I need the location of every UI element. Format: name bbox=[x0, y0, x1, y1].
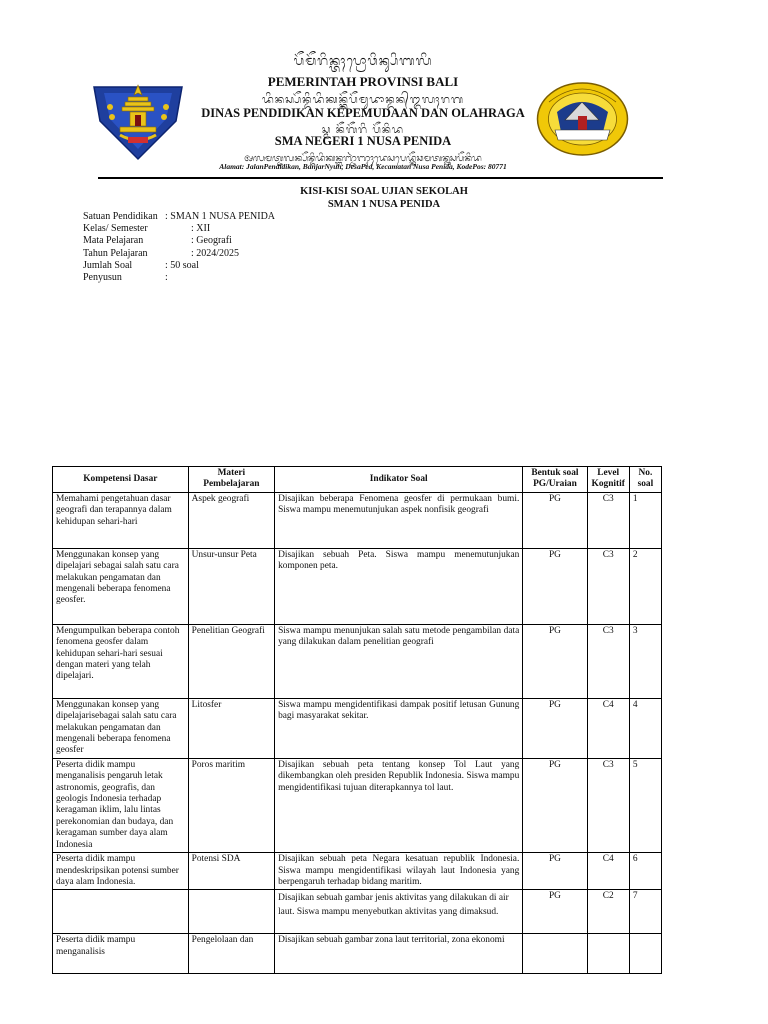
balinese-dinas: ᬤᬶᬦᬲ᭄ᬧᭂᬦ᭄ᬤᬶᬤᬶᬓᬦ᭄ᬓᭂᬧᭂᬫᬸᬤᬵᬦ᭄ᬤᬦ᭄ᬑᬮᬄᬭᬕ bbox=[262, 93, 464, 106]
letterhead bbox=[0, 0, 768, 185]
table-row: Disajikan sebuah gambar jenis aktivitas yang dilakukan di air laut. Siswa mampu menyebutkan aktivitas yang dimaksud. PG C2 7 bbox=[53, 890, 662, 934]
col-header-no: No. soal bbox=[629, 467, 661, 493]
table-row: Peserta didik mampu menganalisis pengaruh letak astronomis, geografis, dan geologis Indonesia terhadap keragaman iklim, lalu lintas perekonomian dan budaya, dan keragaman sumber daya alam Indonesia Poros maritim Disajikan sebuah peta tentang konsep Tol Laut yang dikembangkan oleh presiden Republik Indonesia. Siswa mampu mengidentifikasi tujuan diterapkannya tol laut. PG C3 5 bbox=[53, 758, 662, 852]
school-name: SMA NEGERI 1 NUSA PENIDA bbox=[274, 134, 452, 148]
kisi-kisi-table bbox=[52, 466, 662, 974]
col-header-kd: Kompetensi Dasar bbox=[53, 467, 189, 493]
dinas-name: DINAS PENDIDIKAN KEPEMUDAAN DAN OLAHRAGA bbox=[201, 106, 525, 120]
table-row: Menggunakan konsep yang dipelajarisebagai salah satu cara melakukan pengamatan dan mengenali beberapa fenomena geosfer Litosfer Siswa mampu mengidentifikasi dampak positif letusan Gunung bagi masyarakat sekitar. PG C4 4 bbox=[53, 698, 662, 758]
school-logo bbox=[535, 80, 630, 158]
table-row: Peserta didik mampu mendeskripsikan potensi sumber daya alam Indonesia. Potensi SDA Disajikan sebuah peta Negara kesatuan republik Indonesia. Siswa mampu mengidentifikasi wilayah laut Indonesia yang berpengaruh terhadap bidang maritim. PG C4 6 bbox=[53, 853, 662, 890]
balinese-school: ᬲ᭄ᬫ ᬦᭂᬕᭂᬭᬶ ᬧᭂᬦᬶᬤ bbox=[321, 124, 405, 136]
province-name: PEMERINTAH PROVINSI BALI bbox=[267, 74, 459, 89]
document-title: KISI-KISI SOAL UJIAN SEKOLAH bbox=[300, 186, 468, 197]
document-subtitle: SMAN 1 NUSA PENIDA bbox=[327, 199, 441, 210]
table-row: Memahami pengetahuan dasar geografi dan terapannya dalam kehidupan sehari-hari Aspek geografi Disajikan beberapa Fenomena geosfer di permukaan bumi. Siswa mampu menemutunjukan aspek nonfisik geografi PG C3 1 bbox=[53, 492, 662, 548]
table-row: Mengumpulkan beberapa contoh fenomena geosfer dalam kehidupan sehari-hari sesuai dengan materi yang telah dipelajari. Penelitian Geografi Siswa mampu menunjukan salah satu metode pengambilan data yang dilakukan dalam penelitian geografi PG C3 3 bbox=[53, 624, 662, 698]
table-row: Peserta didik mampu menganalisis Pengelolaan dan Disajikan sebuah gambar zona laut territorial, zona ekonomi bbox=[53, 934, 662, 974]
balinese-address: ᬅᬮᬫᬢ᭄ᬚᬮᬦ᭄ᬧᭂᬦ᭄ᬤᬶᬤᬶᬓᬦ᭄ᬩᬜ᭄ᬚᬃᬜᬸᬄᬤᬾᬲᬧᬾᬤ᭄ᬓᭂᬘᬫᬢᬦ᭄ᬦᬸᬲᬧᭂᬦᬶᬤ bbox=[244, 154, 482, 164]
col-header-bentuk: Bentuk soal PG/Uraian bbox=[523, 467, 587, 493]
bali-province-logo bbox=[90, 75, 186, 161]
col-header-materi: Materi Pembelajaran bbox=[188, 467, 274, 493]
page-content: ᬧᭂᬫᭂᬭᬶᬦ᭄ᬢᬄᬧ᭄ᬭᭀᬯᬶᬦ᭄ᬲᬶᬩᬮᬶ PEMERINTAH PROVINSI BALI ᬤᬶᬦᬲ᭄ᬧᭂᬦ᭄ᬤᬶᬤᬶᬓᬦ᭄ᬓᭂᬧᭂᬫᬸᬤᬵᬦ᭄ᬤᬦ᭄ᬑᬮᬄᬭᬕ DINAS PENDIDIKAN KEPEMUDAAN DAN OLAHRAGA ᬲ᭄ᬫ ᬦᭂᬕᭂᬭᬶ ᬧᭂᬦᬶᬤ SMA NEGERI 1 NUSA PENIDA ᬅᬮᬫᬢ᭄ᬚᬮᬦ᭄ᬧᭂᬦ᭄ᬤᬶᬤᬶᬓᬦ᭄ᬩᬜ᭄ᬚᬃᬜᬸᬄᬤᬾᬲᬧᬾᬤ᭄ᬓᭂᬘᬫᬢᬦ᭄ᬦᬸᬲᬧᭂᬦᬶᬤ Alamat: JalanPendidikan, BanjarNyuh, DesaPed, Kecamatan Nusa Penida, KodePos: 80771 KISI-KISI SOAL UJIAN SEKOLAH SMAN 1 NUSA PENIDA Satuan Pendidikan : SMAN 1 NUSA PENIDA Kelas/ Semester : XII Mata Pelajaran : Geografi Tahun Pelajaran : 2024/2025 Jumlah Soal : 50 soal Penyusun : Kompetensi Dasar Materi Pembelajaran Indikator Soal Bentuk soal PG/Uraian Level Kognitif No. soal Memahami pengetahuan dasar geografi dan terapannya dalam kehidupan sehari-hari Aspek geografi Disajikan beberapa Fenomena geosfer di permukaan bumi. Siswa mampu menemutunjukan aspek nonfisik geografi PG C3 1 Menggunakan konsep yang dipelajari sebagai salah satu cara melakukan pengamatan dan mengenali beberapa fenomena geosfer. Unsur-unsur Peta Disajikan sebuah Peta. Siswa mampu menemutunjukan komponen peta. PG C3 2 Mengumpulkan beberapa contoh fenomena geosfer dalam kehidupan sehari-hari sesuai dengan materi yang telah dipelajari. Penelitian Geografi Siswa mampu menunjukan salah satu metode pengambilan data yang dilakukan dalam penelitian geografi PG C3 3 Menggunakan konsep yang dipelajarisebagai salah satu cara melakukan pengamatan dan mengenali beberapa fenomena geosfer Litosfer Siswa mampu mengidentifikasi dampak positif letusan Gunung bagi masyarakat sekitar. PG C4 4 Peserta didik mampu menganalisis pengaruh letak astronomis, geografis, dan geologis Indonesia terhadap keragaman iklim, lalu lintas perekonomian dan budaya, dan keragaman sumber daya alam Indonesia Poros maritim Disajikan sebuah peta tentang konsep Tol Laut yang dikembangkan oleh presiden Republik Indonesia. Siswa mampu mengidentifikasi tujuan diterapkannya tol laut. PG C3 5 Peserta didik mampu mendeskripsikan potensi sumber daya alam Indonesia. Potensi SDA Disajikan sebuah peta Negara kesatuan republik Indonesia. Siswa mampu mengidentifikasi wilayah laut Indonesia yang berpengaruh terhadap bidang maritim. PG C4 6 Disajikan sebuah gambar jenis aktivitas yang dilakukan di air laut. Siswa mampu menyebutkan aktivitas yang dimaksud. PG C2 7 Peserta didik mampu menganalisis Pengelolaan dan Disajikan sebuah gambar zona laut territorial, zona ekonomi bbox=[0, 0, 768, 930]
address-line: Alamat: JalanPendidikan, BanjarNyuh, DesaPed, Kecamatan Nusa Penida, KodePos: 80771 bbox=[219, 162, 507, 171]
col-header-level: Level Kognitif bbox=[587, 467, 629, 493]
table-header-row bbox=[53, 467, 662, 493]
header-divider bbox=[98, 177, 663, 179]
table-row: Menggunakan konsep yang dipelajari sebagai salah satu cara melakukan pengamatan dan mengenali beberapa fenomena geosfer. Unsur-unsur Peta Disajikan sebuah Peta. Siswa mampu menemutunjukan komponen peta. PG C3 2 bbox=[53, 548, 662, 624]
balinese-title: ᬧᭂᬫᭂᬭᬶᬦ᭄ᬢᬄᬧ᭄ᬭᭀᬯᬶᬦ᭄ᬲᬶᬩᬮᬶ bbox=[293, 54, 433, 69]
col-header-indikator: Indikator Soal bbox=[275, 467, 523, 493]
